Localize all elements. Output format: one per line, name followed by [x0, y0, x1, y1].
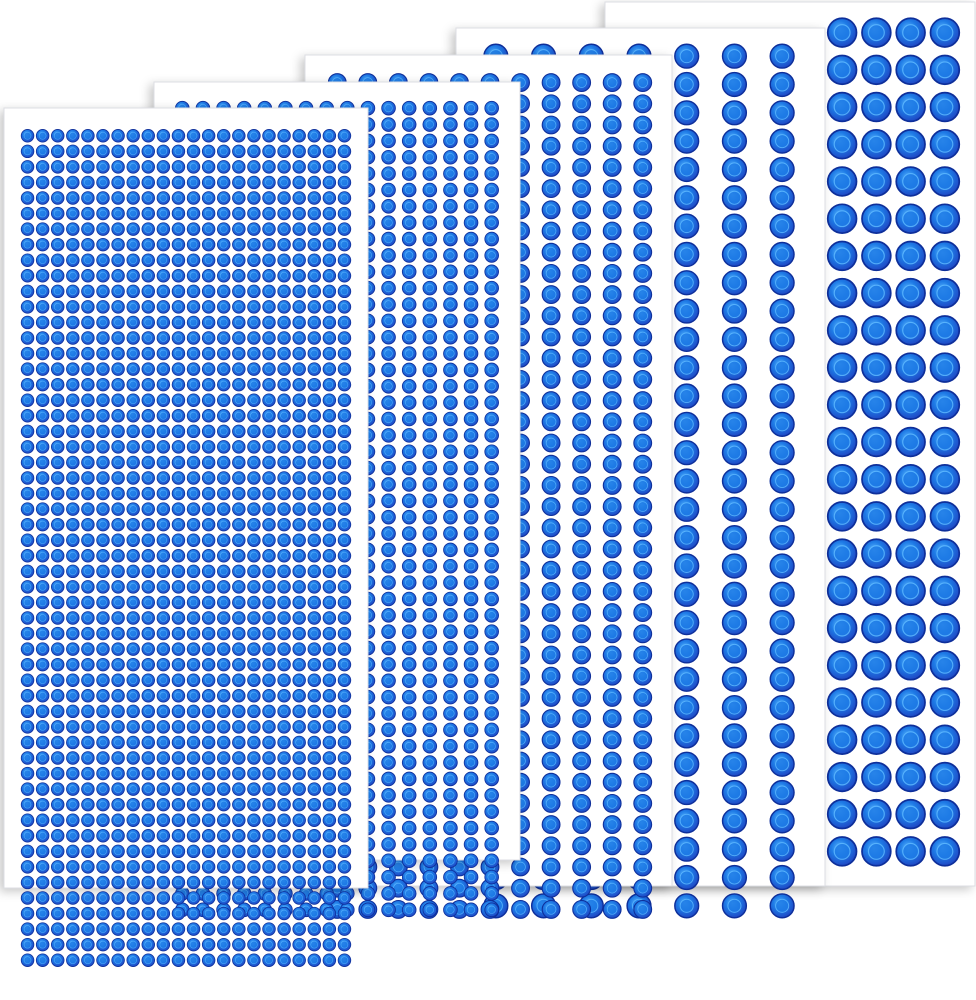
sheets-layer	[4, 2, 975, 967]
sheet-1	[4, 108, 368, 967]
